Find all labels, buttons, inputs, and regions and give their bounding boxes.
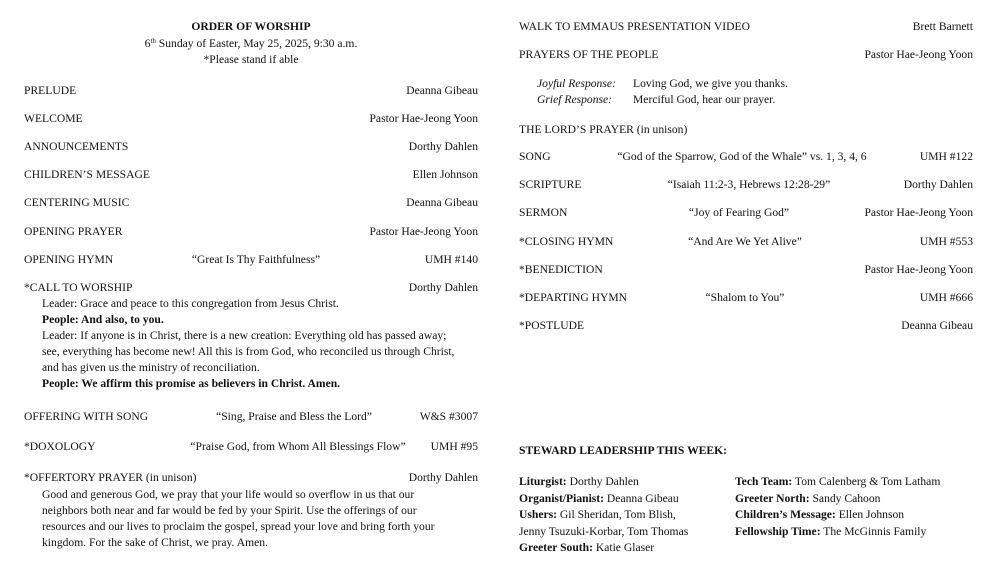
item-label: SERMON — [519, 206, 568, 220]
item-person: UMH #666 — [919, 291, 973, 304]
stand-note: *Please stand if able — [203, 53, 299, 66]
item-person: Pastor Hae-Jeong Yoon — [369, 224, 478, 238]
item-person: UMH #122 — [919, 150, 973, 163]
program-item — [519, 20, 973, 35]
item-label: *DOXOLOGY — [24, 440, 96, 453]
program-item — [24, 84, 478, 99]
item-title: “Shalom to You” — [705, 291, 785, 304]
program-item — [24, 168, 478, 183]
item-person: Dorthy Dahlen — [408, 280, 478, 294]
program-item — [519, 150, 973, 165]
program-item — [519, 48, 973, 63]
steward-list-right: Tech Team: Tom Calenberg & Tom Latham Greeter North: Sandy Cahoon Children’s Message: Ellen Johnson Fellowship Time: The McGinnis Family — [735, 475, 941, 538]
item-person: Dorthy Dahlen — [408, 140, 478, 154]
joyful-response: Joyful Response: Loving God, we give you thanks. — [537, 77, 788, 90]
item-label: CHILDREN’S MESSAGE — [24, 168, 150, 182]
steward-list-left: Liturgist: Dorthy Dahlen Organist/Pianist: Deanna Gibeau Ushers: Gil Sheridan, Tom Blish, Jenny Tsuzuki-Korbar, Tom Thomas Greeter South: Katie Glaser — [519, 475, 689, 554]
item-person: Dorthy Dahlen — [903, 178, 973, 192]
item-label: *BENEDICTION — [519, 262, 603, 276]
call-to-worship-text: Leader: Grace and peace to this congregation from Jesus Christ. People: And also, to you. Leader: If anyone is in Christ, there is a new creation: Everything old has passed away; see, everything has become new! All this is from God, who reconciled us through Christ, and has given us the ministry of reconciliation. People: We affirm this promise as believers in Christ. Amen. — [42, 297, 455, 390]
program-item-offering — [24, 410, 478, 425]
program-item — [519, 206, 973, 221]
item-label: SCRIPTURE — [519, 178, 582, 192]
item-title: “Praise God, from Whom All Blessings Flow” — [190, 440, 406, 453]
item-label: WELCOME — [24, 112, 83, 126]
program-item — [519, 291, 973, 306]
page-title: ORDER OF WORSHIP — [191, 20, 311, 33]
item-person: UMH #140 — [424, 252, 478, 266]
program-item — [24, 281, 478, 296]
item-title: “Isaiah 11:2-3, Hebrews 12:28-29” — [667, 178, 831, 192]
item-label: PRELUDE — [24, 84, 77, 97]
item-person: Pastor Hae-Jeong Yoon — [864, 262, 973, 276]
item-label: CENTERING MUSIC — [24, 196, 130, 210]
item-label: ANNOUNCEMENTS — [24, 140, 129, 154]
item-label: *POSTLUDE — [519, 319, 585, 333]
item-person: Pastor Hae-Jeong Yoon — [369, 112, 478, 126]
service-date: 6th Sunday of Easter, May 25, 2025, 9:30 a.m. — [144, 37, 358, 50]
item-person: Ellen Johnson — [412, 168, 478, 182]
item-label: OPENING PRAYER — [24, 224, 123, 238]
item-person: Pastor Hae-Jeong Yoon — [864, 206, 973, 220]
program-item — [24, 225, 478, 240]
item-label: *CLOSING HYMN — [519, 234, 614, 248]
program-item — [24, 140, 478, 155]
item-label: *DEPARTING HYMN — [519, 291, 628, 304]
program-item — [519, 319, 973, 334]
item-person: Deanna Gibeau — [901, 319, 973, 333]
item-label: *CALL TO WORSHIP — [24, 280, 133, 294]
lords-prayer: THE LORD’S PRAYER (in unison) — [519, 123, 688, 136]
item-person: Brett Barnett — [912, 20, 973, 33]
item-person: Deanna Gibeau — [406, 196, 478, 210]
item-person: UMH #95 — [430, 440, 478, 453]
item-person: Dorthy Dahlen — [408, 471, 478, 484]
item-label: OFFERING WITH SONG — [24, 410, 149, 423]
item-label: SONG — [519, 150, 551, 163]
item-label: OPENING HYMN — [24, 252, 114, 266]
program-item — [519, 178, 973, 193]
offertory-prayer-text: Good and generous God, we pray that your life would so overflow in us that our neighbors both near and far would be fed by your Spirit. Use the offerings of our resources and our lives to proclaim the gospel, spread your love and bring forth your kingdom. For the sake of Christ, we pray. Amen. — [42, 488, 435, 549]
item-title: “Joy of Fearing God” — [688, 206, 790, 220]
item-label: WALK TO EMMAUS PRESENTATION VIDEO — [519, 20, 750, 33]
program-item — [24, 253, 478, 268]
item-label: *OFFERTORY PRAYER (in unison) — [24, 471, 197, 484]
item-person: UMH #553 — [919, 234, 973, 248]
program-item — [519, 235, 973, 250]
grief-response: Grief Response: Merciful God, hear our prayer. — [537, 93, 776, 106]
program-item-offertory-prayer — [24, 471, 478, 486]
item-title: “Great Is Thy Faithfulness” — [191, 252, 321, 266]
program-item — [24, 112, 478, 127]
item-person: W&S #3007 — [419, 410, 478, 423]
item-person: Pastor Hae-Jeong Yoon — [864, 48, 973, 61]
item-label: PRAYERS OF THE PEOPLE — [519, 48, 659, 61]
item-person: Deanna Gibeau — [406, 84, 478, 97]
program-item — [24, 196, 478, 211]
program-item — [519, 263, 973, 278]
item-title: “Sing, Praise and Bless the Lord” — [216, 410, 372, 423]
item-title: “God of the Sparrow, God of the Whale” vs. 1, 3, 4, 6 — [617, 150, 867, 163]
program-item-doxology — [24, 440, 478, 455]
item-title: “And Are We Yet Alive” — [688, 234, 802, 248]
steward-heading: STEWARD LEADERSHIP THIS WEEK: — [519, 444, 728, 457]
